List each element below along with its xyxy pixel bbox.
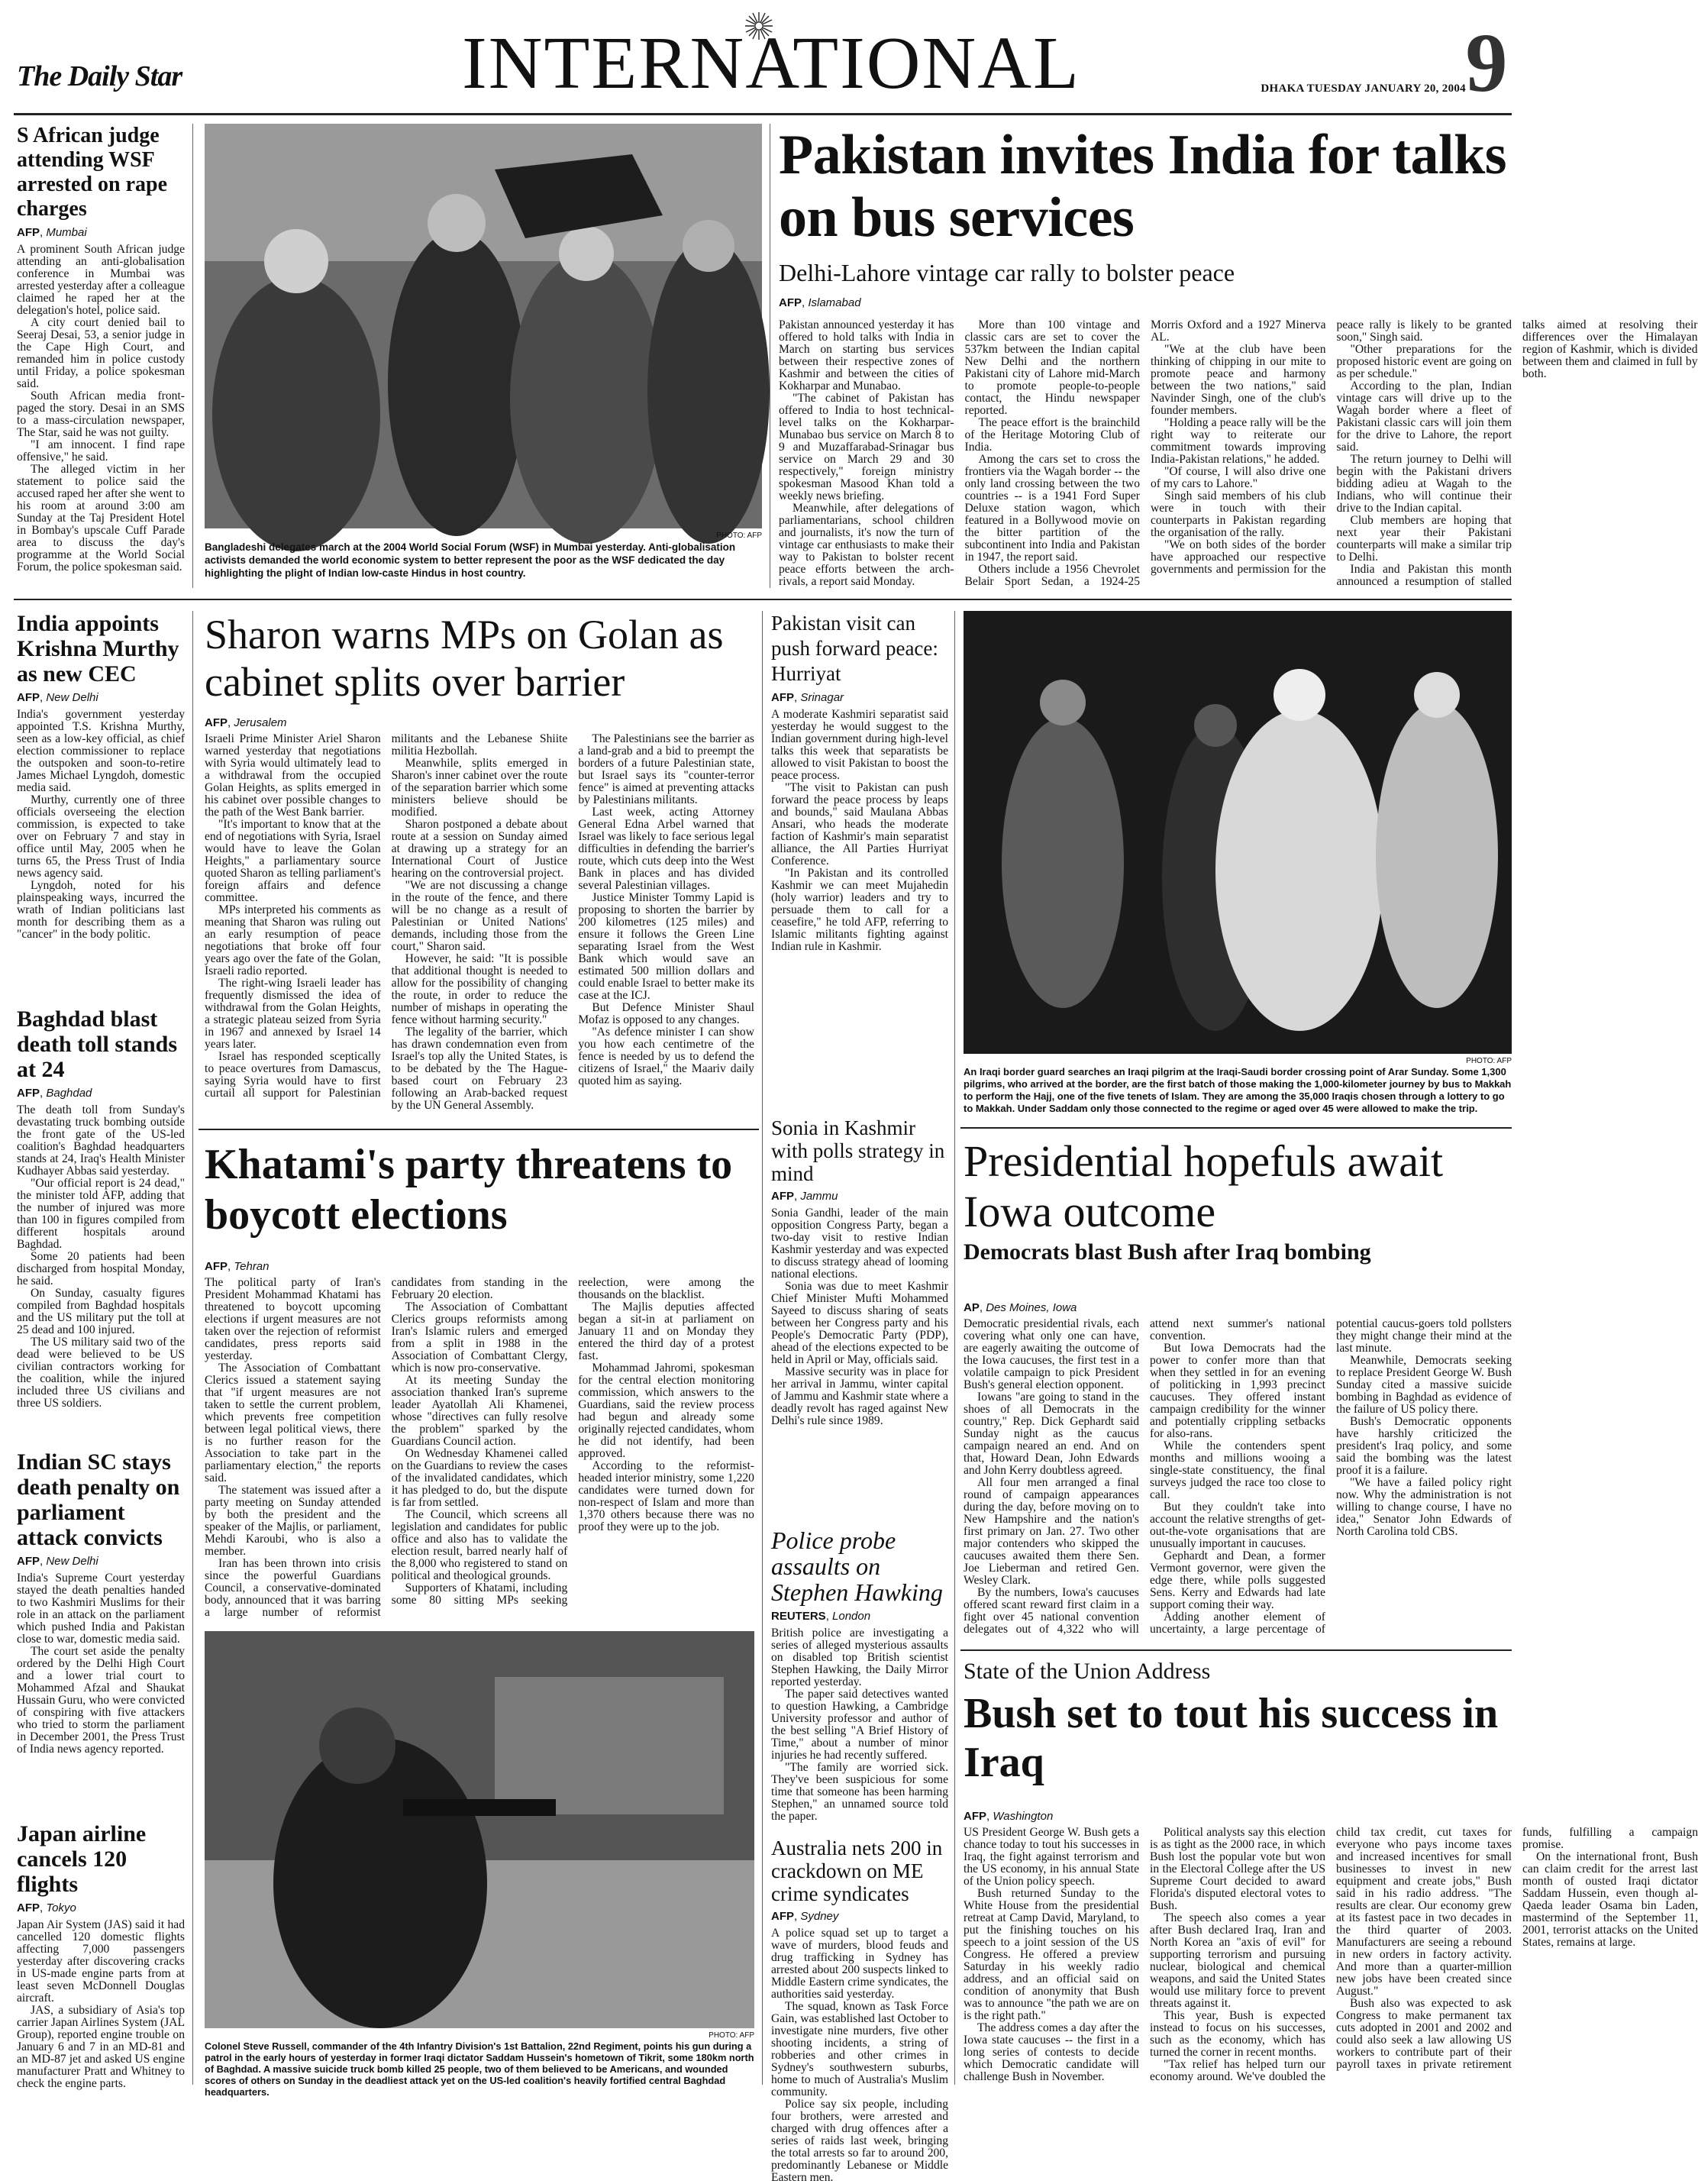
khatami-body: The political party of Iran's President Mohammad Khatami has threatened to boycott upcoming elections if urgent measures are not taken over the rejection of reformist candidates, press reports said yesterday. The Association of Combattant Clerics issued a statement saying that "if urgent measures are not taken to settle the current problem, which prevents free competition between legal political views, there is no further reason for the Association to take part in the parliamentary election," the reports said. The statement was issued after a party meeting on Sunday attended by both the president and the speaker of the Majlis, or parliament, Mehdi Karoubi, who is also a member. Iran has been thrown into crisis since the powerful Guardians Council, a conservative-dominated body, announced that it was barring a large number of reformist candidates from standing in the February 20 election. The Association of Combattant Clerics groups reformists among Iran's Islamic rulers and emerged from a split in 1988 in the Association of Combattant Clergy, which is now pro-conservative. At its meeting Sunday the association thanked Iran's supreme leader Ayatollah Ali Khamenei, whose "directives can fully resolve the problem" sparked by the Guardians Council action. On Wednesday Khamenei called on the Guardians to review the cases of the invalidated candidates, which it has pledged to do, but the dispute is far from settled. The Council, which screens all legislation and candidates for public office and also has to validate the election result, barred nearly half of the 8,000 who registered to stand on political and theological grounds. Supporters of Khatami, including some 80 sitting MPs seeking reelection, were among the thousands on the blacklist. The Majlis deputies affected began a sit-in at parliament on January 11 and on Monday they entered the third day of a protest fast. Mohammad Jahromi, spokesman for the central election monitoring commission, which answers to the Guardians, said the review process had begun and already some originally rejected candidates, whom he did not identify, had been approved. According to the reformist-headed interior ministry, some 1,220 candidates were turned down for non-respect of Islam and more than 1,370 others because there was no proof they were up to the job. [205, 1276, 754, 1619]
tikrit-photo-caption: Colonel Steve Russell, commander of the 4th Infantry Division's 1st Battalion, 22nd Regiment, points his gun during a patrol in the early hours of yesterday in former Iraqi dictator Saddam Hussein's hometown of Tikrit, some 180km north of Baghdad. A massive suicide truck bomb killed 25 people, two of them believed to be Americans, and wounded scores of others on Sunday in the deadliest attack yet on the US-led coalition's heavily fortified central Baghdad headquarters. [205, 2040, 754, 2098]
story-sa-judge [17, 124, 185, 588]
pakistan-body: Pakistan announced yesterday it has offered to hold talks with India in March on starting bus services between their respective zones of Kashmir and between the cities of Kokharpar and Munabao. "The cabinet of Pakistan has offered to India to host technical-level talks on the Kokharpar-Munabao bus service on March 8 to 9 and Muzaffarabad-Srinagar bus service on March 29 and 30 respectively," foreign ministry spokesman Masood Khan told a weekly news briefing. Meanwhile, after delegations of parliamentarians, school children and journalists, it's now the turn of vintage car enthusiasts to make their way to Pakistan to bolster recent peace efforts between the arch-rivals, a report said Monday. More than 100 vintage and classic cars are set to cover the 537km between the Indian capital New Delhi and the northern Pakistani city of Lahore mid-March to promote people-to-people contact, the Hindu newspaper reported. The peace effort is the brainchild of the Heritage Motoring Club of India. Among the cars set to cross the frontiers via the Wagah border -- the only land crossing between the two countries -- is a 1941 Ford Super Deluxe station wagon, which featured in a Bollywood movie on the bitter partition of the subcontinent into India and Pakistan in 1947, the report said. Others include a 1956 Chevrolet Belair Sport Sedan, a 1924-25 Morris Oxford and a 1927 Minerva AL. "We at the club have been thinking of chipping in our mite to promote peace and harmony between the two nations," said Navinder Singh, one of the club's founder members. "Holding a peace rally will be the right way to reiterate our commitment towards improving India-Pakistan relations," he added. "Of course, I will also drive one of my cars to Lahore." Singh said members of his club were in touch with their counterparts in Pakistan regarding the organisation of the rally. "We on both sides of the border have approached our respective governments and permission for the peace rally is likely to be granted soon," Singh said. "Other preparations for the proposed historic event are going on as per schedule." According to the plan, Indian vintage cars will drive up to the Wagah border where a fleet of Pakistani classic cars will join them for the drive to Lahore, the report said. The return journey to Delhi will begin with the Pakistani drivers bidding adieu at Wagah to the Indians, who will continue their drive to the Indian capital. Club members are hoping that next year their Pakistani counterparts will make a similar trip to Delhi. India and Pakistan this month announced a resumption of stalled talks aimed at resolving their differences over the Himalayan region of Kashmir, which is divided between them and claimed in full by both. [779, 318, 1698, 588]
headline: Sonia in Kashmir with polls strategy in mind [771, 1116, 945, 1185]
sharon-dateline: AFP, Jerusalem [205, 716, 287, 729]
subhead: Democrats blast Bush after Iraq bombing [964, 1239, 1371, 1265]
crowd-photo-icon [205, 124, 762, 528]
iowa-dateline: AP, Des Moines, Iowa [964, 1301, 1077, 1314]
headline: Japan airline cancels 120 flights [17, 1821, 147, 1897]
dateline: REUTERS, London [771, 1610, 871, 1623]
headline: Indian SC stays death penalty on parliament attack convicts [17, 1449, 180, 1550]
headline: Khatami's party threatens to boycott elections [205, 1141, 733, 1239]
headline: Australia nets 200 in crackdown on ME crime syndicates [771, 1837, 943, 1905]
dateline: AFP, Sydney [771, 1910, 839, 1923]
story-cec [17, 611, 185, 997]
story-sharon [205, 611, 754, 710]
hajj-photo-caption: An Iraqi border guard searches an Iraqi pilgrim at the Iraqi-Saudi border crossing point of Arar Sunday. Some 1,300 pilgrims, who arrived at the border, are the first batch of those making the 1,000-kilometer journey by bus to Makkah to perform the Hajj, one of the five tenets of Islam. They are among the 35,000 Iraqis chosen through a lottery to go to Makkah. Under Saddam only those connected to the regime or aged over 45 were allowed to make the trip. [964, 1066, 1512, 1114]
sharon-body: Israeli Prime Minister Ariel Sharon warned yesterday that negotiations with Syria would ultimately lead to a withdrawal from the occupied Golan Heights, as splits emerged in his cabinet over possible changes to the path of the West Bank barrier. "It's important to know that at the end of negotiations with Syria, Israel would have to leave the Golan Heights," a parliamentary source quoted Sharon as telling parliament's foreign affairs and defence committee. MPs interpreted his comments as meaning that Sharon was ruling out an early resumption of peace negotiations that broke off four years ago over the fate of the Golan, Israeli radio reported. The right-wing Israeli leader has frequently dismissed the idea of withdrawal from the Golan Heights, a strategic plateau seized from Syria in 1967 and annexed by Israel 14 years later. Israel has responded sceptically to peace overtures from Damascus, saying Syria would have to first curtail all support for Palestinian militants and the Lebanese Shiite militia Hezbollah. Meanwhile, splits emerged in Sharon's inner cabinet over the route of the separation barrier which some ministers believe should be modified. Sharon postponed a debate about route at a session on Sunday aimed at drawing up a strategy for an International Court of Justice hearing on the controversial project. "We are not discussing a change in the route of the fence, and there will be no change as a result of Palestinian or United Nations' demands, including those from the court," Sharon said. However, he said: "It is possible that additional thought is needed to allow for the possibility of changing the route, in order to reduce the number of mishaps in operating the fence without harming security." The legality of the barrier, which has drawn condemnation even from Israel's top ally the United States, is to be debated by the The Hague-based court on February 23 following an Arab-backed request by the UN General Assembly. The Palestinians see the barrier as a land-grab and a bid to preempt the borders of a future Palestinian state, but Israel says its "counter-terror fence" is aimed at preventing attacks by Palestinians militants. Last week, acting Attorney General Edna Arbel warned that Israel was likely to face serious legal difficulties in defending the barrier's route, which cuts deep into the West Bank in places and has divided several Palestinian villages. Justice Minister Tommy Lapid is proposing to shorten the barrier by 200 kilometres (125 miles) and ensure it follows the Green Line separating Israel from the West Bank which would save an estimated 500 million dollars and could enable Israel to better make its case at the ICJ. But Defence Minister Shaul Mofaz is opposed to any changes. "As defence minister I can show you how each centimetre of the fence is needed by us to defend the citizens of Israel," the Maariv daily quoted him as saying. [205, 732, 754, 1112]
page-number: 9 [1465, 16, 1508, 109]
story-australia [771, 1837, 948, 2184]
issue-date: DHAKA TUESDAY JANUARY 20, 2004 [1261, 82, 1466, 95]
bush-body: US President George W. Bush gets a chance today to tout his successes in Iraq, the fight against terrorism and the US economy, in his annual State of the Union policy speech. Bush returned Sunday to the White House from the presidential retreat at Camp David, Maryland, to put the finishing touches on his speech to a joint session of the US Congress. He offered a preview Saturday in his weekly radio address, and an official said on condition of anonymity that Bush was to announce "the path we are on is the right path." The address comes a day after the Iowa state caucuses -- the first in a long series of contests to decide which Democratic candidate will challenge Bush in November. Political analysts say this election is as tight as the 2000 race, in which Bush lost the popular vote but won in the Electoral College after the US Supreme Court decided to award Florida's disputed electoral votes to Bush. The speech also comes a year after Bush declared Iraq, Iran and North Korea an "axis of evil" for supporting terrorism and pursuing nuclear, biological and chemical weapons, and said the United States would use military force to prevent threats against it. This year, Bush is expected instead to focus on his successes, such as the economy, which has turned the corner in recent months. "Tax relief has helped turn our economy around. We've doubled the child tax credit, cut taxes for everyone who pays income taxes and increased incentives for small businesses to invest in new equipment and create jobs," Bush said in his radio address. "The results are clear. Our economy grew at its fastest pace in two decades in the third quarter of 2003. Manufacturers are seeing a rebound in new orders in factory activity. And more than a quarter-million new jobs have been created since August." Bush also was expected to ask Congress to make permanent tax cuts adopted in 2001 and 2002 and could also seek a law allowing US workers to contribute part of their payroll taxes in private retirement funds, fulfilling a campaign promise. On the international front, Bush can claim credit for the arrest last month of ousted Iraqi dictator Saddam Hussein, even though al-Qaeda leader Osama bin Laden, mastermind of the September 11, 2001, terrorist attacks on the United States, remains at large. [964, 1826, 1698, 2083]
night-crowd-photo-icon [964, 611, 1512, 1054]
story-body: British police are investigating a series of alleged mysterious assaults on disabled top British scientist Stephen Hawking, the Daily Mirror reported yesterday. The paper said detectives wanted to question Hawking, a Cambridge University professor and author of the best selling "A Brief History of Time," about a number of minor injuries he had recently suffered. "The family are worried sick. They've been suspicious for some time that someone has been harming Stephen," an unnamed source told the paper. [771, 1627, 948, 1823]
wsf-photo-caption: Bangladeshi delegates march at the 2004 World Social Forum (WSF) in Mumbai yesterday. Anti-globalisation activists demanded the world economic system to better represent the poor as the WSF dedicated the day highlighting the plight of Indian low-caste Hindus in host country. [205, 541, 736, 579]
story-body: A moderate Kashmiri separatist said yesterday he would suggest to the Indian government during high-level talks this week that separatists be allowed to visit Pakistan to boost the peace process. "The visit to Pakistan can push forward the peace process by leaps and bounds," said Maulana Abbas Ansari, who heads the moderate faction of Kashmir's main separatist alliance, the All Parties Hurriyat Conference. "In Pakistan and its controlled Kashmir we can meet Mujahedin (holy warrior) leaders and try to persuade them to call for a ceasefire," he told AFP, referring to Islamic militants fighting against Indian rule in Kashmir. [771, 708, 948, 953]
bush-dateline: AFP, Washington [964, 1810, 1054, 1823]
story-iowa [964, 1136, 1512, 1295]
story-body: India's government yesterday appointed T.S. Krishna Murthy, seen as a low-key official, as chief election commissioner to replace the outspoken and soon-to-retire James Michael Lyngdoh, domestic media said. Murthy, currently one of three officials overseeing the election commission, is expected to take over on February 7 and stay in office until May, 2005 when he turns 65, the Press Trust of India news agency said. Lyngdoh, noted for his plainspeaking ways, incurred the wrath of Indian politicians last month for describing them as a "cancer" in the body politic. [17, 708, 185, 941]
dateline: AFP, New Delhi [17, 691, 98, 704]
masthead-rule [14, 113, 1512, 115]
story-hurriyat [771, 611, 948, 1107]
story-baghdad [17, 1006, 185, 1438]
story-body: The death toll from Sunday's devastating truck bombing outside the front gate of the US-led coalition's Baghdad headquarters stands at 24, Iraq's Health Minister Kudhayer Abbas said yesterday. "Our official report is 24 dead," the minister told AFP, adding that the number of injured was more than 100 in figures compiled from different hospitals around Baghdad. Some 20 patients had been discharged from hospital Monday, he said. On Sunday, casualty figures compiled from Baghdad hospitals and the US military put the toll at 25 dead and 100 injured. The US military said two of the dead were believed to be US civilian contractors working for the coalition, while the injured included three US civilians and three US soldiers. [17, 1103, 185, 1410]
story-body: Sonia Gandhi, leader of the main opposition Congress Party, began a two-day visit to restive Indian Kashmir yesterday and was expected to discuss strategy ahead of looming national elections. Sonia was due to meet Kashmir Chief Minister Mufti Mohammed Sayeed to discuss sharing of seats between her Congress party and his People's Democratic Party (PDP), ahead of the elections expected to be held in April or May, officials said. Massive security was in place for her arrival in Jammu, winter capital of Jammu and Kashmir state where a deadly revolt has raged against New Delhi's rule since 1989. [771, 1207, 948, 1427]
headline: Sharon warns MPs on Golan as cabinet splits over barrier [205, 612, 724, 705]
story-hawking [771, 1527, 948, 1829]
headline: Bush set to tout his success in Iraq [964, 1689, 1499, 1786]
headline: Baghdad blast death toll stands at 24 [17, 1006, 178, 1082]
dateline: AFP, Mumbai [17, 226, 87, 239]
dateline: AFP, Baghdad [17, 1087, 92, 1100]
headline: Pakistan invites India for talks on bus services [779, 124, 1507, 249]
subhead: Delhi-Lahore vintage car rally to bolster peace [779, 259, 1235, 286]
wsf-photo-credit: PHOTO: AFP [716, 531, 762, 540]
tikrit-patrol-photo [205, 1631, 754, 2028]
dateline: AFP, Jammu [771, 1190, 838, 1203]
headline: Police probe assaults on Stephen Hawking [771, 1527, 943, 1606]
headline: Pakistan visit can push forward peace: Hurriyat [771, 612, 938, 685]
dateline: AFP, Tokyo [17, 1901, 76, 1914]
story-body: Japan Air System (JAS) said it had cancelled 120 domestic flights affecting 7,000 passengers yesterday after discovering cracks in US-made engine parts from at least seven McDonnell Douglas aircraft. JAS, a subsidiary of Asia's top carrier Japan Airlines System (JAL Group), reported engine trouble on January 6 and 7 in an MD-81 and an MD-87 jet and asked US engine manufacturer Pratt and Whitney to check the engine parts. [17, 1918, 185, 2090]
soldier-photo-icon [205, 1631, 754, 2028]
tikrit-photo-credit: PHOTO: AFP [709, 2031, 754, 2040]
dateline: AFP, New Delhi [17, 1555, 98, 1568]
dateline: AFP, Islamabad [779, 296, 861, 309]
story-sonia [771, 1116, 948, 1521]
story-indian-sc [17, 1449, 185, 1812]
wsf-march-photo [205, 124, 762, 528]
story-body: A police squad set up to target a wave of murders, blood feuds and drug trafficking in Sydney has arrested about 200 suspects linked to Middle Eastern crime syndicates, the authorities said yesterday. The squad, known as Task Force Gain, was established last October to investigate nine murders, five other shooting incidents, a string of robberies and other crimes in Sydney's southwestern suburbs, home to much of Australia's Muslim community. Police say six people, including four brothers, were arrested and charged with drug offences after a series of raids last week, bringing the total arrests so far to around 200, predominantly Lebanese or Middle Eastern men. [771, 1927, 948, 2184]
paper-logo: The Daily Star [17, 60, 182, 92]
story-body: A prominent South African judge attending an anti-globalisation conference in Mumbai was arrested yesterday after a colleague claimed he raped her at the delegation's hotel, police said. A city court denied bail to Seeraj Desai, 53, a senior judge in the Cape High Court, and remanded him in police custody until Friday, a police spokesman said. South African media front-paged the story. Desai in an SMS to a mass-circulation newspaper, The Star, said he was not guilty. "I am innocent. I find rape offensive," he said. The alleged victim in her statement to police said the accused raped her after she went to his room at around 3:00 am Sunday at the Taj President Hotel in Bombay's upscale Cuff Parade area to discuss the day's programme at the World Social Forum, the police spokesman said. [17, 243, 185, 573]
iowa-body: Democratic presidential rivals, each covering what only one can have, are eagerly awaiting the outcome of the Iowa caucuses, the first test in a volatile campaign to pick President Bush's general election opponent. Iowans "are going to stand in the shoes of all Democrats in the country," Rep. Dick Gephardt said Sunday night as the caucus campaign neared an end. And on that, Howard Dean, John Edwards and John Kerry doubtless agreed. All four men arranged a final round of campaign appearances during the day, before moving on to New Hampshire and the nation's first primary on Jan. 27. Two other major contenders who skipped the caucuses awaited them there Sen. Joe Lieberman and retired Gen. Wesley Clark. By the numbers, Iowa's caucuses offered scant reward first claim in a fight over 45 national convention delegates out of 4,322 who will attend next summer's national convention. But Iowa Democrats had the power to confer more than that when they settled in for an evening of politicking in 1,993 precinct caucuses. They offered instant campaign credibility for the winner and potentially crippling setbacks for also-rans. While the contenders spent months and millions wooing a single-state constituency, the final surveys judged the race too close to call. But they couldn't take into account the relative strengths of get-out-the-vote organisations that are unusually important in caucuses. Gephardt and Dean, a former Vermont governor, were given the edge there, while polls suggested Sens. Kerry and Edwards had late support coming their way. Adding another element of uncertainty, a large percentage of potential caucus-goers told pollsters they might change their mind at the last minute. Meanwhile, Democrats seeking to replace President George W. Bush Sunday cited a massive suicide bombing in Baghdad as evidence of the failure of US policy there. Bush's Democratic opponents have harshly criticized the president's Iraq policy, and some said the bombing was the latest proof it is a failure. "We have a failed policy right now. Why the administration is not willing to change course, I have no idea," Senator John Edwards of North Carolina told CBS. [964, 1317, 1512, 1636]
story-japan [17, 1821, 185, 2090]
khatami-dateline: AFP, Tehran [205, 1260, 270, 1273]
headline: India appoints Krishna Murthy as new CEC [17, 611, 179, 687]
headline: S African judge attending WSF arrested on rape charges [17, 124, 167, 221]
kicker: State of the Union Address [964, 1659, 1211, 1684]
story-bush [964, 1659, 1512, 1804]
section-title: INTERNATIONAL [462, 22, 1080, 105]
story-body: India's Supreme Court yesterday stayed the death penalties handed to two Kashmiri Muslims for their role in an attack on the parliament which pushed India and Pakistan close to war, domestic media said. The court set aside the penalty ordered by the Delhi High Court and a lower trial court to Mohammed Afzal and Shaukat Hussain Guru, who were convicted of conspiring with five attackers who tried to storm the parliament in December 2001, the Press Trust of India news agency reported. [17, 1572, 185, 1756]
story-khatami [205, 1139, 754, 1254]
headline: Presidential hopefuls await Iowa outcome [964, 1136, 1444, 1236]
hajj-border-photo [964, 611, 1512, 1054]
hajj-photo-credit: PHOTO: AFP [1466, 1057, 1512, 1065]
dateline: AFP, Srinagar [771, 691, 844, 704]
